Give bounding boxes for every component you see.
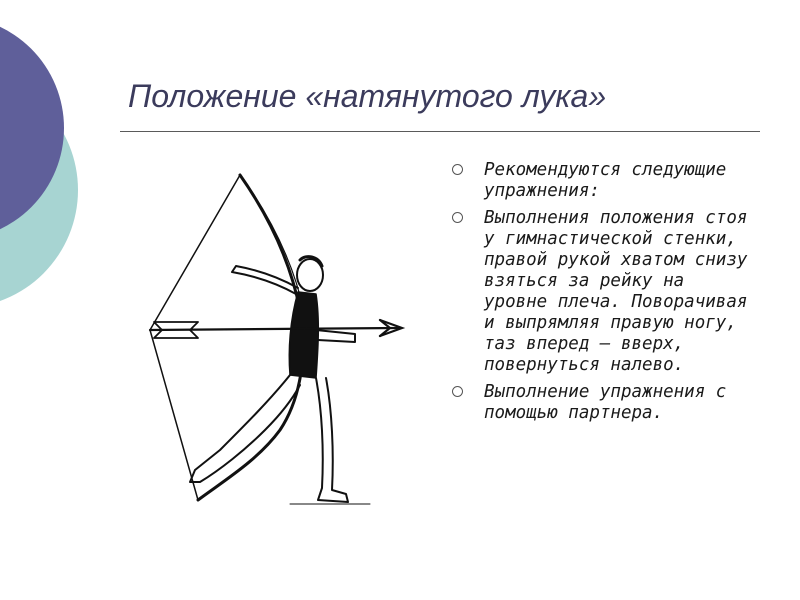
- bullet-item: [446, 382, 756, 424]
- bullet-item: [446, 208, 756, 376]
- bullet-text: Выполнение упражнения с помощью партнера.: [484, 382, 727, 423]
- bullet-text: Рекомендуются следующие упражнения:: [484, 160, 727, 201]
- archer-leg-front: [316, 378, 348, 502]
- bullet-marker-icon: [452, 386, 463, 397]
- bullet-marker-icon: [452, 212, 463, 223]
- bullet-item: [446, 160, 756, 202]
- title-divider: [120, 131, 760, 132]
- slide-title: Положение «натянутого лука»: [128, 78, 607, 114]
- archer-head: [297, 259, 323, 291]
- decorative-circles: [0, 0, 120, 330]
- bullet-list: [446, 160, 756, 430]
- bullet-marker-icon: [452, 164, 463, 175]
- bow-limb: [198, 175, 303, 500]
- bullet-text: Выполнения положения стоя у гимнастической стенки, правой рукой хватом снизу взяться за рейку на уровне плеча. Поворачивая и выпрямляя правую ногу, таз вперед – вверх, повернуться налево.: [484, 208, 748, 375]
- archer-torso: [289, 292, 318, 378]
- arrow: [150, 320, 402, 338]
- bow-pose-illustration: [140, 170, 415, 515]
